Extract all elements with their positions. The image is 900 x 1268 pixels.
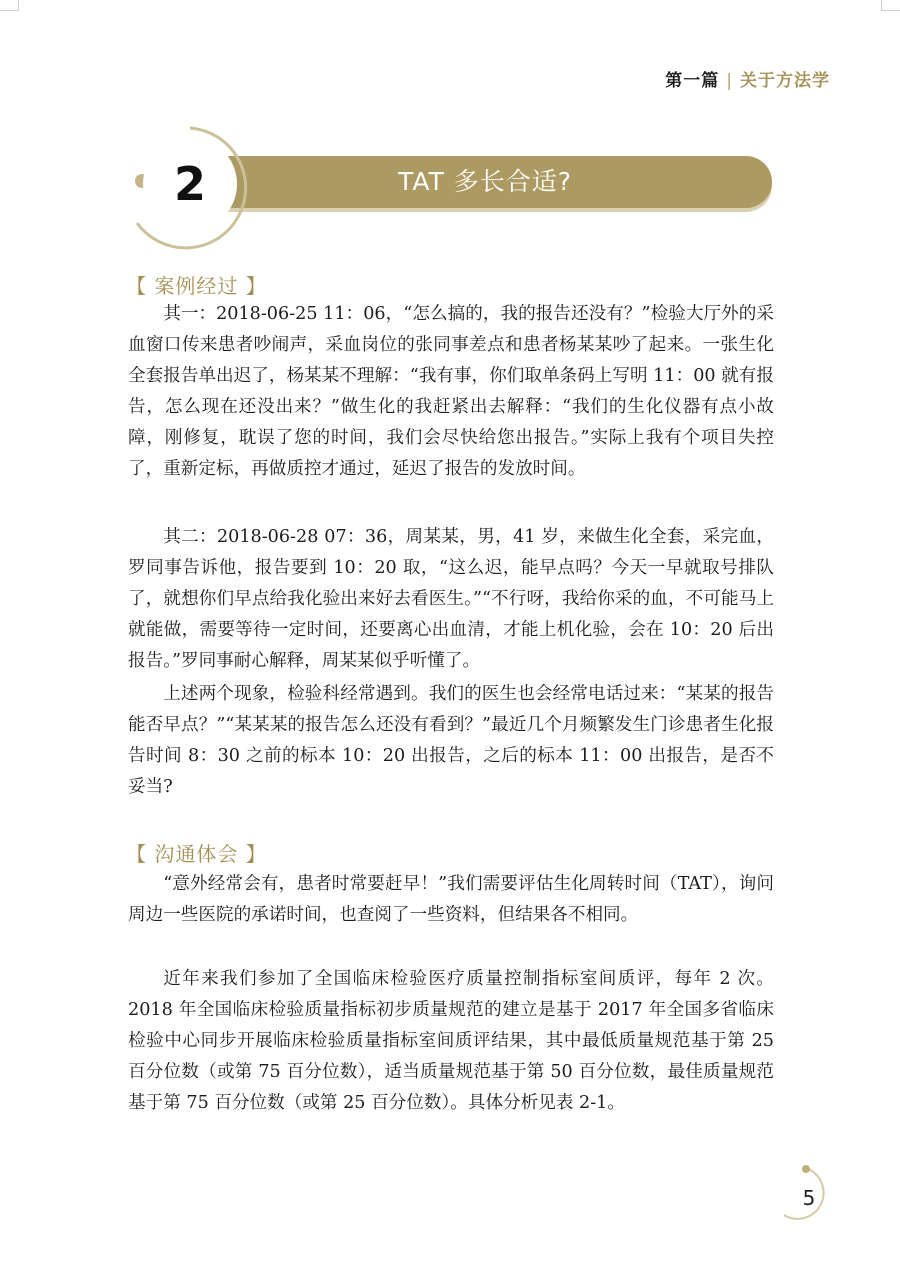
section-heading-case: 【 案例经过 】 (126, 274, 267, 298)
part-subtitle: 关于方法学 (740, 71, 830, 91)
page-number: 5 (802, 1186, 816, 1210)
paragraph-reflection-1: “意外经常会有，患者时常要赶早！”我们需要评估生化周转时间（TAT），询问周边一些医院的承诺时间，也查阅了一些资料，但结果各不相同。 (128, 874, 774, 925)
crop-mark-top-right (881, 0, 900, 11)
paragraph-case-3: 上述两个现象，检验科经常遇到。我们的医生也会经常电话过来：“某某的报告能否早点？”“某某某的报告怎么还没有看到？”最近几个月频繁发生门诊患者生化报告时间 8：30 之前的标本 10：20 出报告，之后的标本 11：00 出报告，是否不妥当? (128, 684, 774, 797)
paragraph-case-1: 其一：2018-06-25 11：06，“怎么搞的，我的报告还没有？”检验大厅外的采血窗口传来患者吵闹声，采血岗位的张同事差点和患者杨某某吵了起来。一张生化全套报告单出迟了，杨某某不理解：“我有事，你们取单条码上写明 11：00 就有报告，怎么现在还没出来？”做生化的我赶紧出去解释：“我们的生化仪器有点小故障，刚修复，耽误了您的时间，我们会尽快给您出报告。”实际上我有个项目失控了，重新定标，再做质控才通过，延迟了报告的发放时间。 (128, 304, 774, 479)
chapter-number: 2 (173, 157, 206, 211)
paragraph-case-2: 其二：2018-06-28 07：36，周某某，男，41 岁，来做生化全套，采完血，罗同事告诉他，报告要到 10：20 取，“这么迟，能早点吗？今天一早就取号排队了，就想你们早点给我化验出来好去看医生。”“不行呀，我给你采的血，不可能马上就能做，需要等待一定时间，还要离心出血清，才能上机化验，会在 10：20 后出报告。”罗同事耐心解释，周某某似乎听懂了。 (128, 527, 774, 671)
paragraph-reflection-2: 近年来我们参加了全国临床检验医疗质量控制指标室间质评，每年 2 次。2018 年全国临床检验质量指标初步质量规范的建立是基于 2017 年全国多省临床检验中心同步开展临床检验质量指标室间质评结果，其中最低质量规范基于第 25 百分位数（或第 75 百分位数），适当质量规范基于第 50 百分位数，最佳质量规范基于第 75 百分位数（或第 25 百分位数）。具体分析见表 2-1。 (128, 969, 774, 1113)
running-header (665, 66, 830, 91)
header-separator: | (726, 71, 733, 91)
section-heading-reflection: 【 沟通体会 】 (126, 842, 267, 866)
crop-mark-top-left (0, 0, 19, 11)
chapter-title-band (198, 156, 772, 208)
part-label: 第一篇 (665, 71, 720, 91)
chapter-title: TAT 多长合适? (398, 167, 572, 196)
